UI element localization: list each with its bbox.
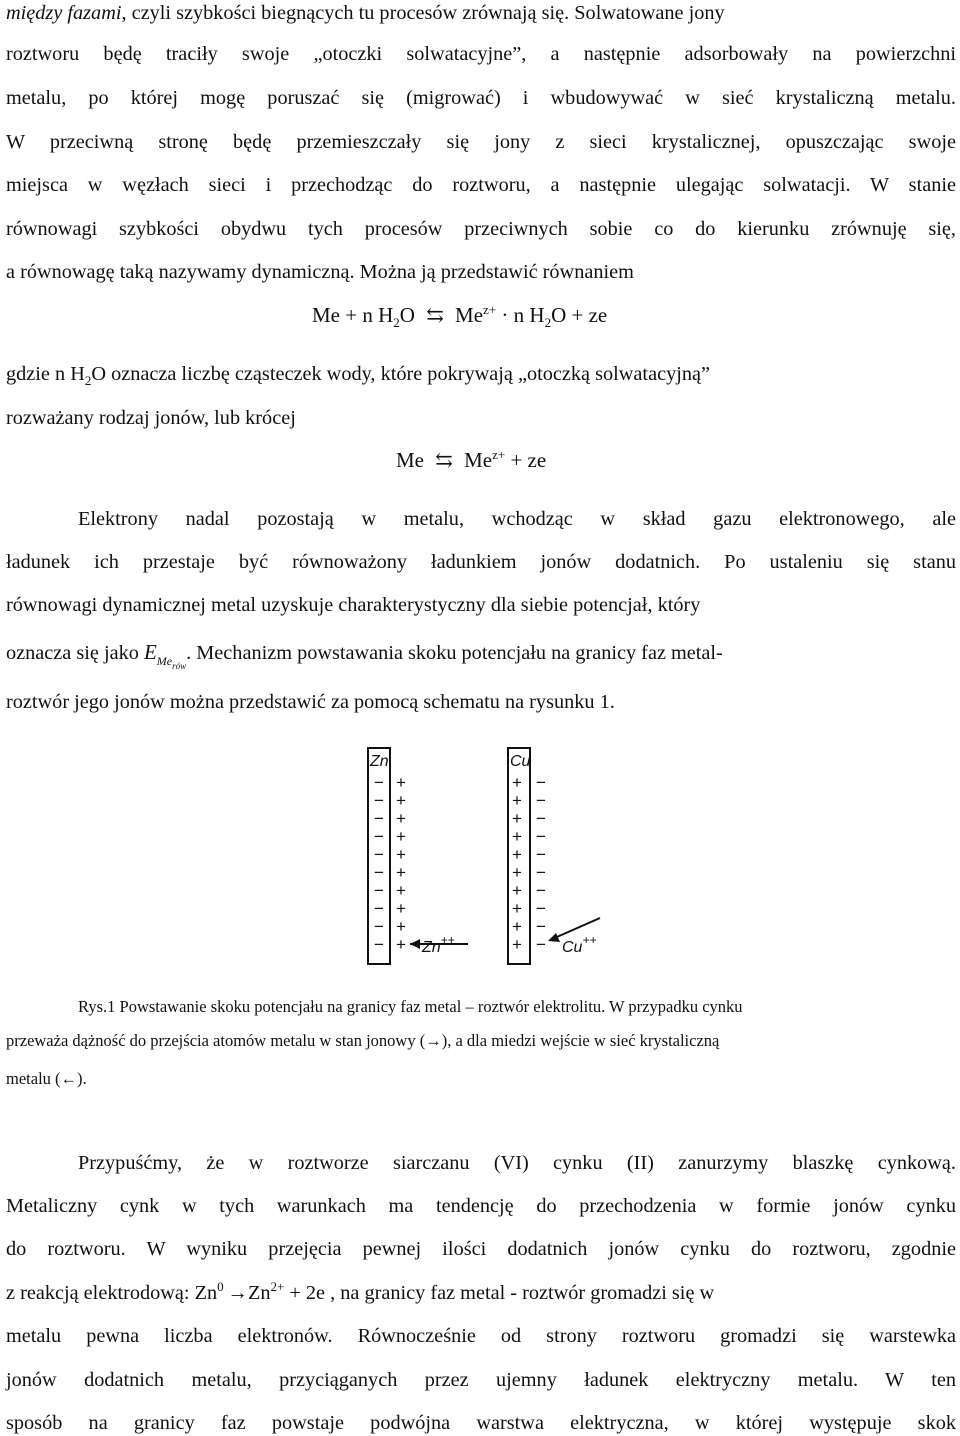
eq1-sub2: 2 [544,315,552,331]
positive-charge: + [512,809,522,828]
negative-charge: − [536,863,546,882]
negative-charge: − [374,863,384,882]
eq1-left: Me + n H [312,303,394,327]
negative-charge: − [536,917,546,936]
positive-charge: + [396,773,406,792]
paragraph4-line-2: Metaliczny cynk w tych warunkach ma tendencję do przechodzenia w formie jonów cynku [6,1195,956,1217]
caption-line-1: Rys.1 Powstawanie skoku potencjału na granicy faz metal – roztwór elektrolitu. W przypadku cynku [78,997,743,1016]
positive-charge: + [512,917,522,936]
positive-charge: + [512,863,522,882]
line-text: ), a dla miedzi wejście w sieć krystaliczną [441,1031,720,1050]
line-text: gdzie n H [6,363,85,385]
eq2-rest: + ze [505,448,547,472]
paragraph1-line-4: W przeciwną stronę będę przemieszczały się jony z sieci krystalicznej, opuszczając swoje [6,131,956,153]
negative-charge: − [374,827,384,846]
paragraph2-line-1 [6,361,956,387]
superscript: 0 [217,1279,224,1295]
line-text: oznacza się jako [6,642,144,664]
potential-symbol: E [143,640,157,664]
subscript: 2 [84,373,92,389]
negative-charge: − [374,935,384,954]
paragraph3-line-3: równowagi dynamicznej metal uzyskuje charakterystyczny dla siebie potencjał, który [6,594,701,616]
positive-charge: + [512,935,522,954]
positive-charge: + [396,863,406,882]
positive-charge: + [396,917,406,936]
paragraph4-line-4 [6,1280,956,1306]
paragraph1-line-3: metalu, po której mogę poruszać się (migrować) i wbudowywać w sieć krystaliczną metalu. [6,87,956,109]
paragraph3-line-1: Elektrony nadal pozostają w metalu, wchodząc w skład gazu elektronowego, ale [78,508,956,530]
zinc-ion-label: Zn++ [422,933,455,956]
positive-charge: + [396,827,406,846]
paragraph1-line-2: roztworu będę traciły swoje „otoczki solwatacyjne”, a następnie adsorbowały na powierzchni [6,43,956,65]
positive-charge: + [512,845,522,864]
line-text: O oznacza liczbę cząsteczek wody, które pokrywają „otoczką solwatacyjną” [91,363,710,385]
paragraph3-line-5: roztwór jego jonów można przedstawić za pomocą schematu na rysunku 1. [6,691,615,713]
figure-1-double-layer-diagram [350,730,620,980]
line-text: . Mechanizm powstawania skoku potencjału na granicy faz metal- [186,642,723,664]
line-text: przeważa dążność do przejścia atomów metalu w stan jonowy ( [6,1031,426,1050]
italic-phrase: między fazami [6,2,122,24]
copper-label: Cu [510,753,531,770]
zinc-label: Zn [370,753,389,770]
potential-subsubscript: rów [172,661,187,671]
positive-charge: + [396,899,406,918]
potential-subscript: Me [156,654,173,668]
eq1-dot: · [501,303,509,327]
line-text: , czyli szybkości biegnących tu procesów zrównają się. Solwatowane jony [121,2,725,24]
paragraph1-line-5: miejsca w węzłach sieci i przechodząc do roztworu, a następnie ulegając solwatacji. W stanie [6,174,956,196]
paragraph2-line-2: rozważany rodzaj jonów, lub krócej [6,407,296,429]
line-text: z reakcją elektrodową: Zn [6,1282,218,1304]
paragraph1-line-7: a równowagę taką nazywamy dynamiczną. Można ją przedstawić równaniem [6,261,634,283]
arrow-head-icon [548,933,560,942]
eq1-me: Me [455,303,484,327]
negative-charge: − [374,845,384,864]
positive-charge: + [396,881,406,900]
line-text: + 2e , na granicy faz metal - roztwór gromadzi się w [284,1282,715,1304]
line-text: ). [77,1069,87,1088]
arrow-head-icon [410,939,420,949]
negative-charge: − [536,791,546,810]
right-arrow-icon: → [227,1282,248,1304]
negative-charge: − [374,899,384,918]
paragraph3-line-4 [6,639,956,669]
negative-charge: − [536,845,546,864]
eq2-me: Me [464,448,493,472]
negative-charge: − [374,791,384,810]
line-text: Zn [247,1282,271,1304]
negative-charge: − [536,809,546,828]
paragraph3-line-2: ładunek ich przestaje być równoważony ładunkiem jonów dodatnich. Po ustaleniu się stanu [6,551,956,573]
eq1-o: O [399,303,415,327]
eq1-sub: 2 [393,315,400,331]
copper-ion-label: Cu++ [562,933,597,956]
left-arrow-icon: ← [60,1069,78,1088]
line-text: metalu ( [6,1069,61,1088]
paragraph1-line-1 [6,0,956,26]
paragraph4-line-1: Przypuśćmy, że w roztworze siarczanu (VI) cynku (II) zanurzymy blaszkę cynkową. [78,1152,956,1174]
negative-charge: − [374,881,384,900]
equilibrium-arrow-icon: ⇆ [426,303,444,327]
negative-charge: − [536,899,546,918]
paragraph4-line-6: jonów dodatnich metalu, przyciąganych przez ujemny ładunek elektryczny metalu. W ten [6,1369,956,1391]
eq1-rest: n H [508,303,545,327]
positive-charge: + [512,791,522,810]
paragraph4-line-7: sposób na granicy faz powstaje podwójna warstwa elektryczna, w której występuje skok [6,1412,956,1434]
positive-charge: + [512,899,522,918]
negative-charge: − [536,827,546,846]
positive-charge: + [396,809,406,828]
paragraph1-line-6: równowagi szybkości obydwu tych procesów przeciwnych sobie co do kierunku zrównuję się, [6,218,956,240]
right-arrow-icon: → [425,1031,442,1050]
equilibrium-arrow-icon: ⇆ [435,448,453,472]
negative-charge: − [536,773,546,792]
superscript: 2+ [270,1279,285,1295]
negative-charge: − [374,773,384,792]
negative-charge: − [536,881,546,900]
negative-charge: − [536,935,546,954]
equation-1 [312,302,608,331]
equation-2 [396,447,546,473]
paragraph4-line-3: do roztworu. W wyniku przejęcia pewnej ilości dodatnich jonów cynku do roztworu, zgodnie [6,1238,956,1260]
positive-charge: + [396,845,406,864]
positive-charge: + [512,827,522,846]
positive-charge: + [512,881,522,900]
positive-charge: + [396,791,406,810]
caption-line-2 [6,1030,719,1052]
positive-charge: + [396,935,406,954]
eq1-sup: z+ [483,302,497,317]
caption-line-3 [6,1068,87,1090]
positive-charge: + [512,773,522,792]
eq2-left: Me [396,448,424,472]
eq2-sup: z+ [492,447,506,462]
paragraph4-line-5: metalu pewna liczba elektronów. Równocześnie od strony roztworu gromadzi się warstewka [6,1325,956,1347]
negative-charge: − [374,917,384,936]
negative-charge: − [374,809,384,828]
eq1-end: O + ze [551,303,608,327]
